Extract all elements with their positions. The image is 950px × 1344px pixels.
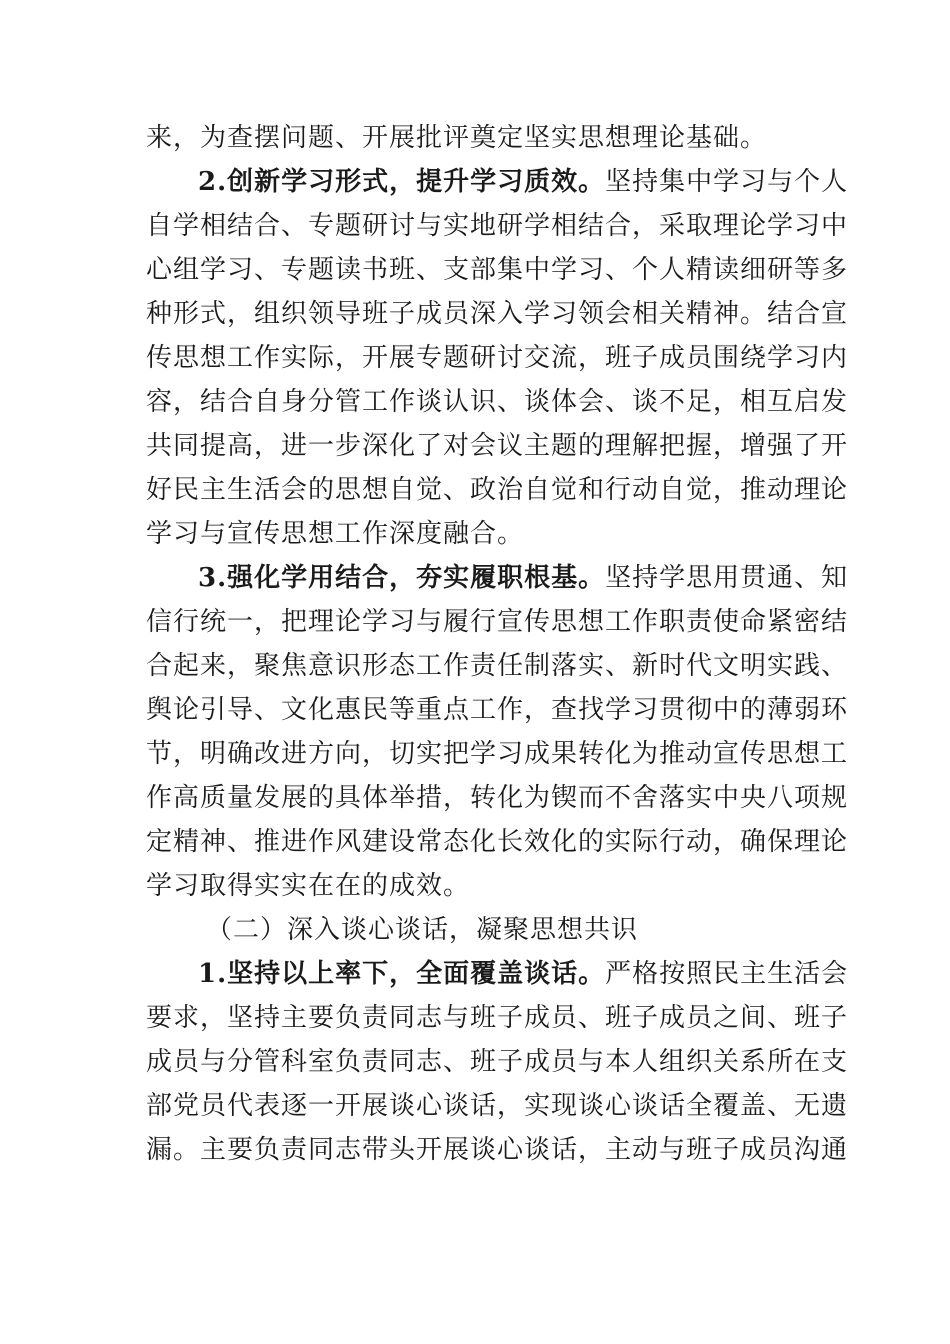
text-line: 节，明确改进方向，切实把学习成果转化为推动宣传思想工 (146, 739, 849, 769)
section-heading-line (146, 556, 849, 600)
text-segment: 坚持学思用贯通、知 (605, 563, 849, 593)
text-line: 自学相结合、专题研讨与实地研学相结合，采取理论学习中 (146, 211, 849, 241)
text-line: 来，为查摆问题、开展批评奠定坚实思想理论基础。 (146, 123, 768, 153)
text-line: 合起来，聚焦意识形态工作责任制落实、新时代文明实践、 (146, 651, 849, 681)
section-heading-line (146, 160, 849, 204)
text-line: 要求，坚持主要负责同志与班子成员、班子成员之间、班子 (146, 1003, 849, 1033)
text-line: 部党员代表逐一开展谈心谈话，实现谈心谈话全覆盖、无遗 (146, 1091, 849, 1121)
section-heading: 1.坚持以上率下，全面覆盖谈话。 (198, 959, 606, 989)
text-segment: 严格按照民主生活会 (605, 959, 849, 989)
text-line: 成员与分管科室负责同志、班子成员与本人组织关系所在支 (146, 1047, 849, 1077)
section-heading: 3.强化学用结合，夯实履职根基。 (198, 563, 606, 593)
section-heading-line (146, 952, 849, 996)
text-line: 传思想工作实际，开展专题研讨交流，班子成员围绕学习内 (146, 343, 849, 373)
text-line: 心组学习、专题读书班、支部集中学习、个人精读细研等多 (146, 255, 849, 285)
text-line: 漏。主要负责同志带头开展谈心谈话，主动与班子成员沟通 (146, 1135, 849, 1165)
text-line: 好民主生活会的思想自觉、政治自觉和行动自觉，推动理论 (146, 475, 849, 505)
text-line: 定精神、推进作风建设常态化长效化的实际行动，确保理论 (146, 827, 849, 857)
text-line: 信行统一，把理论学习与履行宣传思想工作职责使命紧密结 (146, 607, 849, 637)
section-heading: 2.创新学习形式，提升学习质效。 (198, 167, 606, 197)
text-line: 学习与宣传思想工作深度融合。 (146, 519, 525, 549)
text-line: 作高质量发展的具体举措，转化为锲而不舍落实中央八项规 (146, 783, 849, 813)
text-line: 种形式，组织领导班子成员深入学习领会相关精神。结合宣 (146, 299, 849, 329)
text-line: 舆论引导、文化惠民等重点工作，查找学习贯彻中的薄弱环 (146, 695, 849, 725)
document-body (146, 116, 849, 1172)
text-segment: 坚持集中学习与个人 (605, 167, 849, 197)
text-line: 容，结合自身分管工作谈认识、谈体会、谈不足，相互启发 (146, 387, 849, 417)
subsection-heading: （二）深入谈心谈话，凝聚思想共识 (206, 915, 639, 945)
text-line: 共同提高，进一步深化了对会议主题的理解把握，增强了开 (146, 431, 849, 461)
text-line: 学习取得实实在在的成效。 (146, 871, 471, 901)
